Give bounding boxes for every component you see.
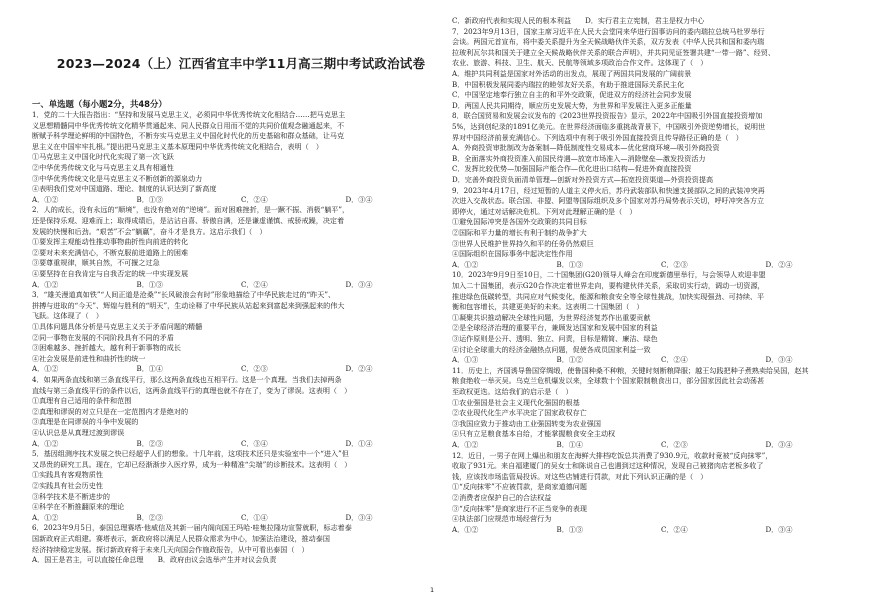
question-line: 10．2023年9月9日至10日，二十国集团(G20)领导人峰会在印度新德里举行，与会领导人欢迎非盟 bbox=[452, 270, 766, 280]
question-line: B．全面落实外商投资准入前国民待遇—放宽市场准入—消除壁垒—激发投资活力 bbox=[452, 153, 706, 163]
answer-option: A．①③ bbox=[452, 355, 479, 365]
question-line: 会谈。两国元首宣布，将中委关系提升为全天候战略伙伴关系，双方发表《中华人民共和国和委内瑞 bbox=[452, 37, 765, 47]
question-line: 11．历史上，齐国诱导鲁国穿绸缎，使鲁国种桑不种粮，关键时刻断粮降服；越王勾践把种子煮熟卖给吴国，赵其 bbox=[452, 365, 809, 375]
question-line: 衡和包容增长，共建更美好的未来。这表明二十国集团（ ） bbox=[452, 302, 644, 312]
question-line: D．完善外商投资负面清单管理—创新对外投资方式—拓宽投资渠道—外资投资提高 bbox=[452, 174, 714, 184]
question-line: 5%，达到创纪录的1891亿美元。在世界经济面临多重挑战背景下，中国吸引外资逆势增长，说明世 bbox=[452, 121, 766, 131]
answer-option: D．③④ bbox=[345, 512, 373, 522]
question-line: ④只有立足粮食基本自给，才能掌握粮食安全主动权 bbox=[452, 429, 616, 439]
question-line: ①农业强国是社会主义现代化强国的根基 bbox=[452, 397, 580, 407]
answer-option: D．③④ bbox=[765, 355, 793, 365]
question-line: 拉玻利瓦尔共和国关于建立全天候战略伙伴关系的联合声明》，并共同见证签署共建“一带一路”、经贸、 bbox=[452, 47, 775, 57]
answer-option: B．①④ bbox=[136, 364, 163, 374]
question-line: 农业、旅游、科技、卫生、航天、民航等领域多项政治合作文件。这体现了（ ） bbox=[452, 58, 708, 68]
question-line: 界对中国经济前景充满信心。下列选项中有利于吸引外国直接投资且传导路径正确的是（ ） bbox=[452, 132, 743, 142]
answer-option: D．①④ bbox=[345, 438, 373, 448]
exam-title: 2023—2024（上）江西省宜丰中学11月高三期中考试政治试卷 bbox=[56, 56, 426, 71]
answer-option: B．①③ bbox=[556, 259, 583, 269]
question-line: ①凝聚共识推动解决全球性问题，为世界经济复苏作出重要贡献 bbox=[452, 312, 651, 322]
question-line: 9．2023年4月17日，经过短暂的人道主义停火后，苏丹武装部队和快速支援部队之间的武装冲突再 bbox=[452, 185, 765, 195]
question-line: ③要尊重规律，顺其自然，不可揠之过急 bbox=[32, 258, 160, 268]
answer-option: C．②④ bbox=[661, 355, 688, 365]
question-line: C．中国坚定地奉行独立自主的和平外交政策，促进双方的经济社会同步发展 bbox=[452, 90, 692, 100]
question-line: ③真理是在同谬误的斗争中发展的 bbox=[32, 417, 139, 427]
question-line: B．中国积极发展同委内瑞拉的睦邻友好关系，有助于推进国际关系民主化 bbox=[452, 79, 685, 89]
answer-option: D．②④ bbox=[765, 259, 793, 269]
question-line: ①实践具有客观物质性 bbox=[32, 470, 103, 480]
question-line: ②农业现代化生产水平决定了国家政权存亡 bbox=[452, 408, 587, 418]
answer-option: A．①② bbox=[32, 194, 59, 204]
question-line: 12．近日，一男子在网上爆出和朋友在海鲜大排档吃饭总共消费了930.9元，收款时竟被“反向抹零”， bbox=[452, 450, 773, 460]
answer-option: C．②③ bbox=[661, 439, 688, 449]
question-line: ③中华优秀传统文化是马克思主义不断创新的源泉动力 bbox=[32, 173, 203, 183]
question-line: 飞跃。这体现了（ ） bbox=[32, 311, 103, 321]
question-line: ③困难越多、挫折越大，越有利于新事物的成长 bbox=[32, 343, 181, 353]
answer-option: B．①② bbox=[556, 355, 583, 365]
question-line: 还是保持乐观、迎难而上；取得成绩后，是沾沾自喜、骄傲自满，还是谦虚谨慎、戒骄戒躁，决定着 bbox=[32, 215, 345, 225]
question-q9 bbox=[452, 186, 870, 271]
question-line: ④讨论全球重大的经济金融热点问题，促使各成员国家利益一致 bbox=[452, 344, 651, 354]
answer-options bbox=[32, 439, 450, 450]
question-line: ③世界人民维护世界持久和平的任务仍然艰巨 bbox=[452, 238, 594, 248]
answer-option: C．③④ bbox=[241, 438, 268, 448]
question-line: A．外商投资审批制改为备案制—降低制度性交易成本—优化营商环境—吸引外商投资 bbox=[452, 143, 720, 153]
question-line: ①真理有自己适用的条件和范围 bbox=[32, 396, 132, 406]
question-line: ①具体问题具体分析是马克思主义关于矛盾问题的精髓 bbox=[32, 321, 203, 331]
answer-option: D．③④ bbox=[345, 194, 373, 204]
answer-option: D．③④ bbox=[765, 439, 793, 449]
question-line: 收取了931元。来自福建厦门的吴女士和陈说自己也遇到过这种情况，发现自己被猪肉店老板多收了 bbox=[452, 461, 764, 471]
question-line: ④科学在不断推翻原来的理论 bbox=[32, 502, 125, 512]
question-line: ①要发挥主观能动性推动事物曲折性向前进的转化 bbox=[32, 237, 189, 247]
question-line: 思主义在中国牢牢扎根。”提出把马克思主义基本原理同中华优秀传统文化相结合，表明（ ） bbox=[32, 141, 323, 151]
question-line: 5．基因组测序技术发展之快已经超乎人们的想象。十几年前，这项技术还只是实验室中一个“进入”但 bbox=[32, 449, 349, 459]
question-line: ④国际组织在国际事务中起决定性作用 bbox=[452, 249, 573, 259]
question-q10 bbox=[452, 270, 870, 365]
question-line: ④社会发展是前进性和曲折性的统一 bbox=[32, 353, 146, 363]
question-line: 直线与第三条直线平行的条件以后，这两条直线平行的真理也就不存在了，变为了谬误。这表明（ ） bbox=[32, 385, 352, 395]
answer-option: C．②③ bbox=[241, 364, 268, 374]
question-line: ②真理和谬误的对立只是在一定范围内才是绝对的 bbox=[32, 406, 189, 416]
question-line: 拼搏与进取的“今天”、辉煌与胜利的“明天”，生动诠释了中华民族从站起来到富起来到强起来的伟大 bbox=[32, 300, 345, 310]
question-line: 义思想精髓同中华优秀传统文化精华贯通起来、同人民群众日用而不觉的共同价值观念融通起来，不 bbox=[32, 120, 345, 130]
question-line: ②消费者应保护自己的合法权益 bbox=[452, 492, 552, 502]
question-line: ①避免国际冲突是各国外交政策的共同目标 bbox=[452, 217, 587, 227]
question-line: 国新政府正式组建。赛塔表示，新政府将以满足人民群众需求为中心，加强法治建设，推动泰国 bbox=[32, 533, 330, 543]
question-line: 2．人的成长，没有永远的“顺境”，也没有绝对的“逆境”。面对困难挫折，是一蹶不振、消极“躺平”， bbox=[32, 205, 350, 215]
question-line: ②实践具有社会历史性 bbox=[32, 480, 103, 490]
question-q2 bbox=[32, 205, 450, 290]
question-q1 bbox=[32, 110, 450, 205]
answer-option: A．①② bbox=[452, 439, 479, 449]
question-line: ②中华优秀传统文化与马克思主义具有相通性 bbox=[32, 162, 174, 172]
question-line: 次进入交战状态。联合国、非盟、阿盟等国际组织及多个国家对苏丹局势表示关切，呼吁冲突各方立 bbox=[452, 196, 765, 206]
question-line: A．国王是君主，可以直接任命总理 B．政府由议会选举产生并对议会负责 bbox=[32, 555, 277, 565]
question-line: 8．联合国贸易和发展会议发布的《2023世界投资报告》显示，2022年中国吸引外国直接投资增加 bbox=[452, 111, 763, 121]
question-line: ②是全球经济治理的重要平台，兼顾发达国家和发展中国家的利益 bbox=[452, 323, 658, 333]
question-line: ②国际和平力量的增长有利于制约战争扩大 bbox=[452, 227, 587, 237]
answer-option: B．①③ bbox=[136, 194, 163, 204]
question-line: 7．2023年9月13日，国家主席习近平在人民大会堂同来华进行国事访问的委内瑞拉总统马杜罗举行 bbox=[452, 26, 765, 36]
question-q11 bbox=[452, 366, 870, 451]
question-line: ③我国应致力于推动由工业强国转变为农业强国 bbox=[452, 418, 601, 428]
question-line: 1．党的二十大报告指出：“坚持和发展马克思主义，必须同中华优秀传统文化相结合……把马克思主 bbox=[32, 110, 346, 119]
question-line: 粮食绝收一举灭吴。乌克兰危机爆发以来，全球数十个国家限制粮食出口，部分国家因此社会动荡甚 bbox=[452, 376, 765, 386]
answer-option: C．②④ bbox=[241, 279, 268, 289]
question-line: 3．“雄关漫道真如铁”“人间正道是沧桑”“长风破浪会有时”形象地描绘了中华民族走过的“昨天”、 bbox=[32, 290, 336, 300]
question-line: 至政权更迭。这给我们的启示是（ ） bbox=[452, 386, 573, 396]
answer-option: A．①② bbox=[32, 438, 59, 448]
question-line: 发展的快慢和后劲。“艰苦”不会“躺赢”，奋斗才是良方。这启示我们（ ） bbox=[32, 226, 267, 236]
question-line: ①马克思主义中国化时代化实现了第一次飞跃 bbox=[32, 152, 174, 162]
question-line: 4．如果两条直线和第三条直线平行，那么这两条直线也互相平行。这是一个真理。当我们去掉两条 bbox=[32, 375, 342, 384]
question-line: 加入二十国集团，表示G20合作决定着世界走向，要构建伙伴关系，采取切实行动，调动一切资源， bbox=[452, 280, 765, 290]
question-line: C．发挥比较优势—加强国际产能合作—优化进出口结构—促进外商直接投资 bbox=[452, 164, 692, 174]
question-q6 bbox=[32, 523, 450, 565]
answer-options bbox=[452, 355, 870, 366]
answer-option: B．①③ bbox=[136, 279, 163, 289]
page-number: 1 bbox=[430, 586, 435, 594]
question-line: ②同一事物在发展的不同阶段具有不同的矛盾 bbox=[32, 332, 174, 342]
question-line: 断赋予科学理论鲜明的中国特色，不断夯实马克思主义中国化时代化的历史基础和群众基础，让马克 bbox=[32, 131, 345, 141]
answer-option: D．③④ bbox=[345, 279, 373, 289]
answer-option: B．②③ bbox=[136, 512, 163, 522]
answer-option: D．②④ bbox=[345, 364, 373, 374]
question-q12 bbox=[452, 451, 870, 536]
question-q5 bbox=[32, 449, 450, 523]
question-q6b bbox=[452, 16, 870, 27]
section-heading: 一、单选题（每小题2分，共48分） bbox=[32, 99, 167, 109]
question-line: 6．2023年9月5日，泰国总理赛塔·他威信及其新一届内阁向国王玛哈·哇集拉隆功宣誓就职，标志着泰 bbox=[32, 523, 352, 533]
question-line: A．维护共同利益是国家对外活动的出发点，展现了两国共同发展的广阔前景 bbox=[452, 68, 692, 78]
answer-option: A．①② bbox=[32, 279, 59, 289]
question-line: C．新政府代表和实现人民的根本利益 D．实行君主立宪制，君主是权力中心 bbox=[452, 16, 705, 25]
question-line: 经济持续稳定发展。探讨新政府将于未来几天向国会作施政报告，从中可看出泰国（ ） bbox=[32, 544, 309, 554]
question-q4 bbox=[32, 375, 450, 449]
question-line: 又昂贵的研究工具。现在，它却已经渐渐步入医疗界，成为一种精准“尖端”的诊断技术。这表明（ ） bbox=[32, 459, 352, 469]
question-line: ③科学技术是不断进步的 bbox=[32, 491, 111, 501]
answer-option: B．①③ bbox=[556, 524, 583, 534]
question-q8 bbox=[452, 111, 870, 185]
answer-option: D．③④ bbox=[765, 524, 793, 534]
answer-option: C．②③ bbox=[661, 259, 688, 269]
answer-option: C．②④ bbox=[241, 194, 268, 204]
question-line: ①“反向抹零”不应被罚款，是商家道德问题 bbox=[452, 482, 587, 492]
answer-options bbox=[32, 513, 450, 524]
answer-options bbox=[32, 280, 450, 291]
answer-option: A．①② bbox=[452, 259, 479, 269]
answer-option: B．①④ bbox=[556, 439, 583, 449]
answer-options bbox=[32, 195, 450, 206]
question-line: ④表明我们党对中国道路、理论、制度的认识达到了新高度 bbox=[32, 184, 217, 194]
question-line: 钱，应该找市场监管局投诉。对这些店铺进行罚款，对此下列认识正确的是（ ） bbox=[452, 471, 708, 481]
question-line: 推进绿色低碳转型，共同应对气候变化，能源和粮食安全等全球性挑战，加快实现强劲、可持续、平 bbox=[452, 291, 765, 301]
question-line: ④执法部门应规范市场经营行为 bbox=[452, 514, 552, 524]
question-q7 bbox=[452, 27, 870, 112]
question-line: ④要坚持在自我肯定与自我否定的统一中实现发展 bbox=[32, 268, 189, 278]
question-line: ②要对未来充满信心，不断克服前进道路上的困难 bbox=[32, 247, 189, 257]
answer-option: C．①④ bbox=[241, 512, 268, 522]
answer-option: C．②④ bbox=[661, 524, 688, 534]
question-q3 bbox=[32, 290, 450, 375]
answer-options bbox=[452, 525, 870, 536]
question-line: D．两国人民共同期待，顺应历史发展大势，为世界和平发展注入更多正能量 bbox=[452, 100, 692, 110]
answer-options bbox=[32, 364, 450, 375]
question-line: ④认识总是从真理过渡到谬误 bbox=[32, 427, 125, 437]
answer-option: B．②③ bbox=[136, 438, 163, 448]
answer-options bbox=[452, 260, 870, 271]
answer-options bbox=[452, 440, 870, 451]
answer-option: A．①② bbox=[32, 364, 59, 374]
answer-option: A．①② bbox=[452, 524, 479, 534]
question-line: ③运作原则是公开、透明、独立、问责，目标是精简、廉洁、绿色 bbox=[452, 333, 658, 343]
question-line: 即停火，通过对话解决危机。下列对此理解正确的是（ ） bbox=[452, 206, 637, 216]
answer-option: A．①② bbox=[32, 512, 59, 522]
question-line: ③“反向抹零”是商家进行不正当竞争的表现 bbox=[452, 503, 587, 513]
